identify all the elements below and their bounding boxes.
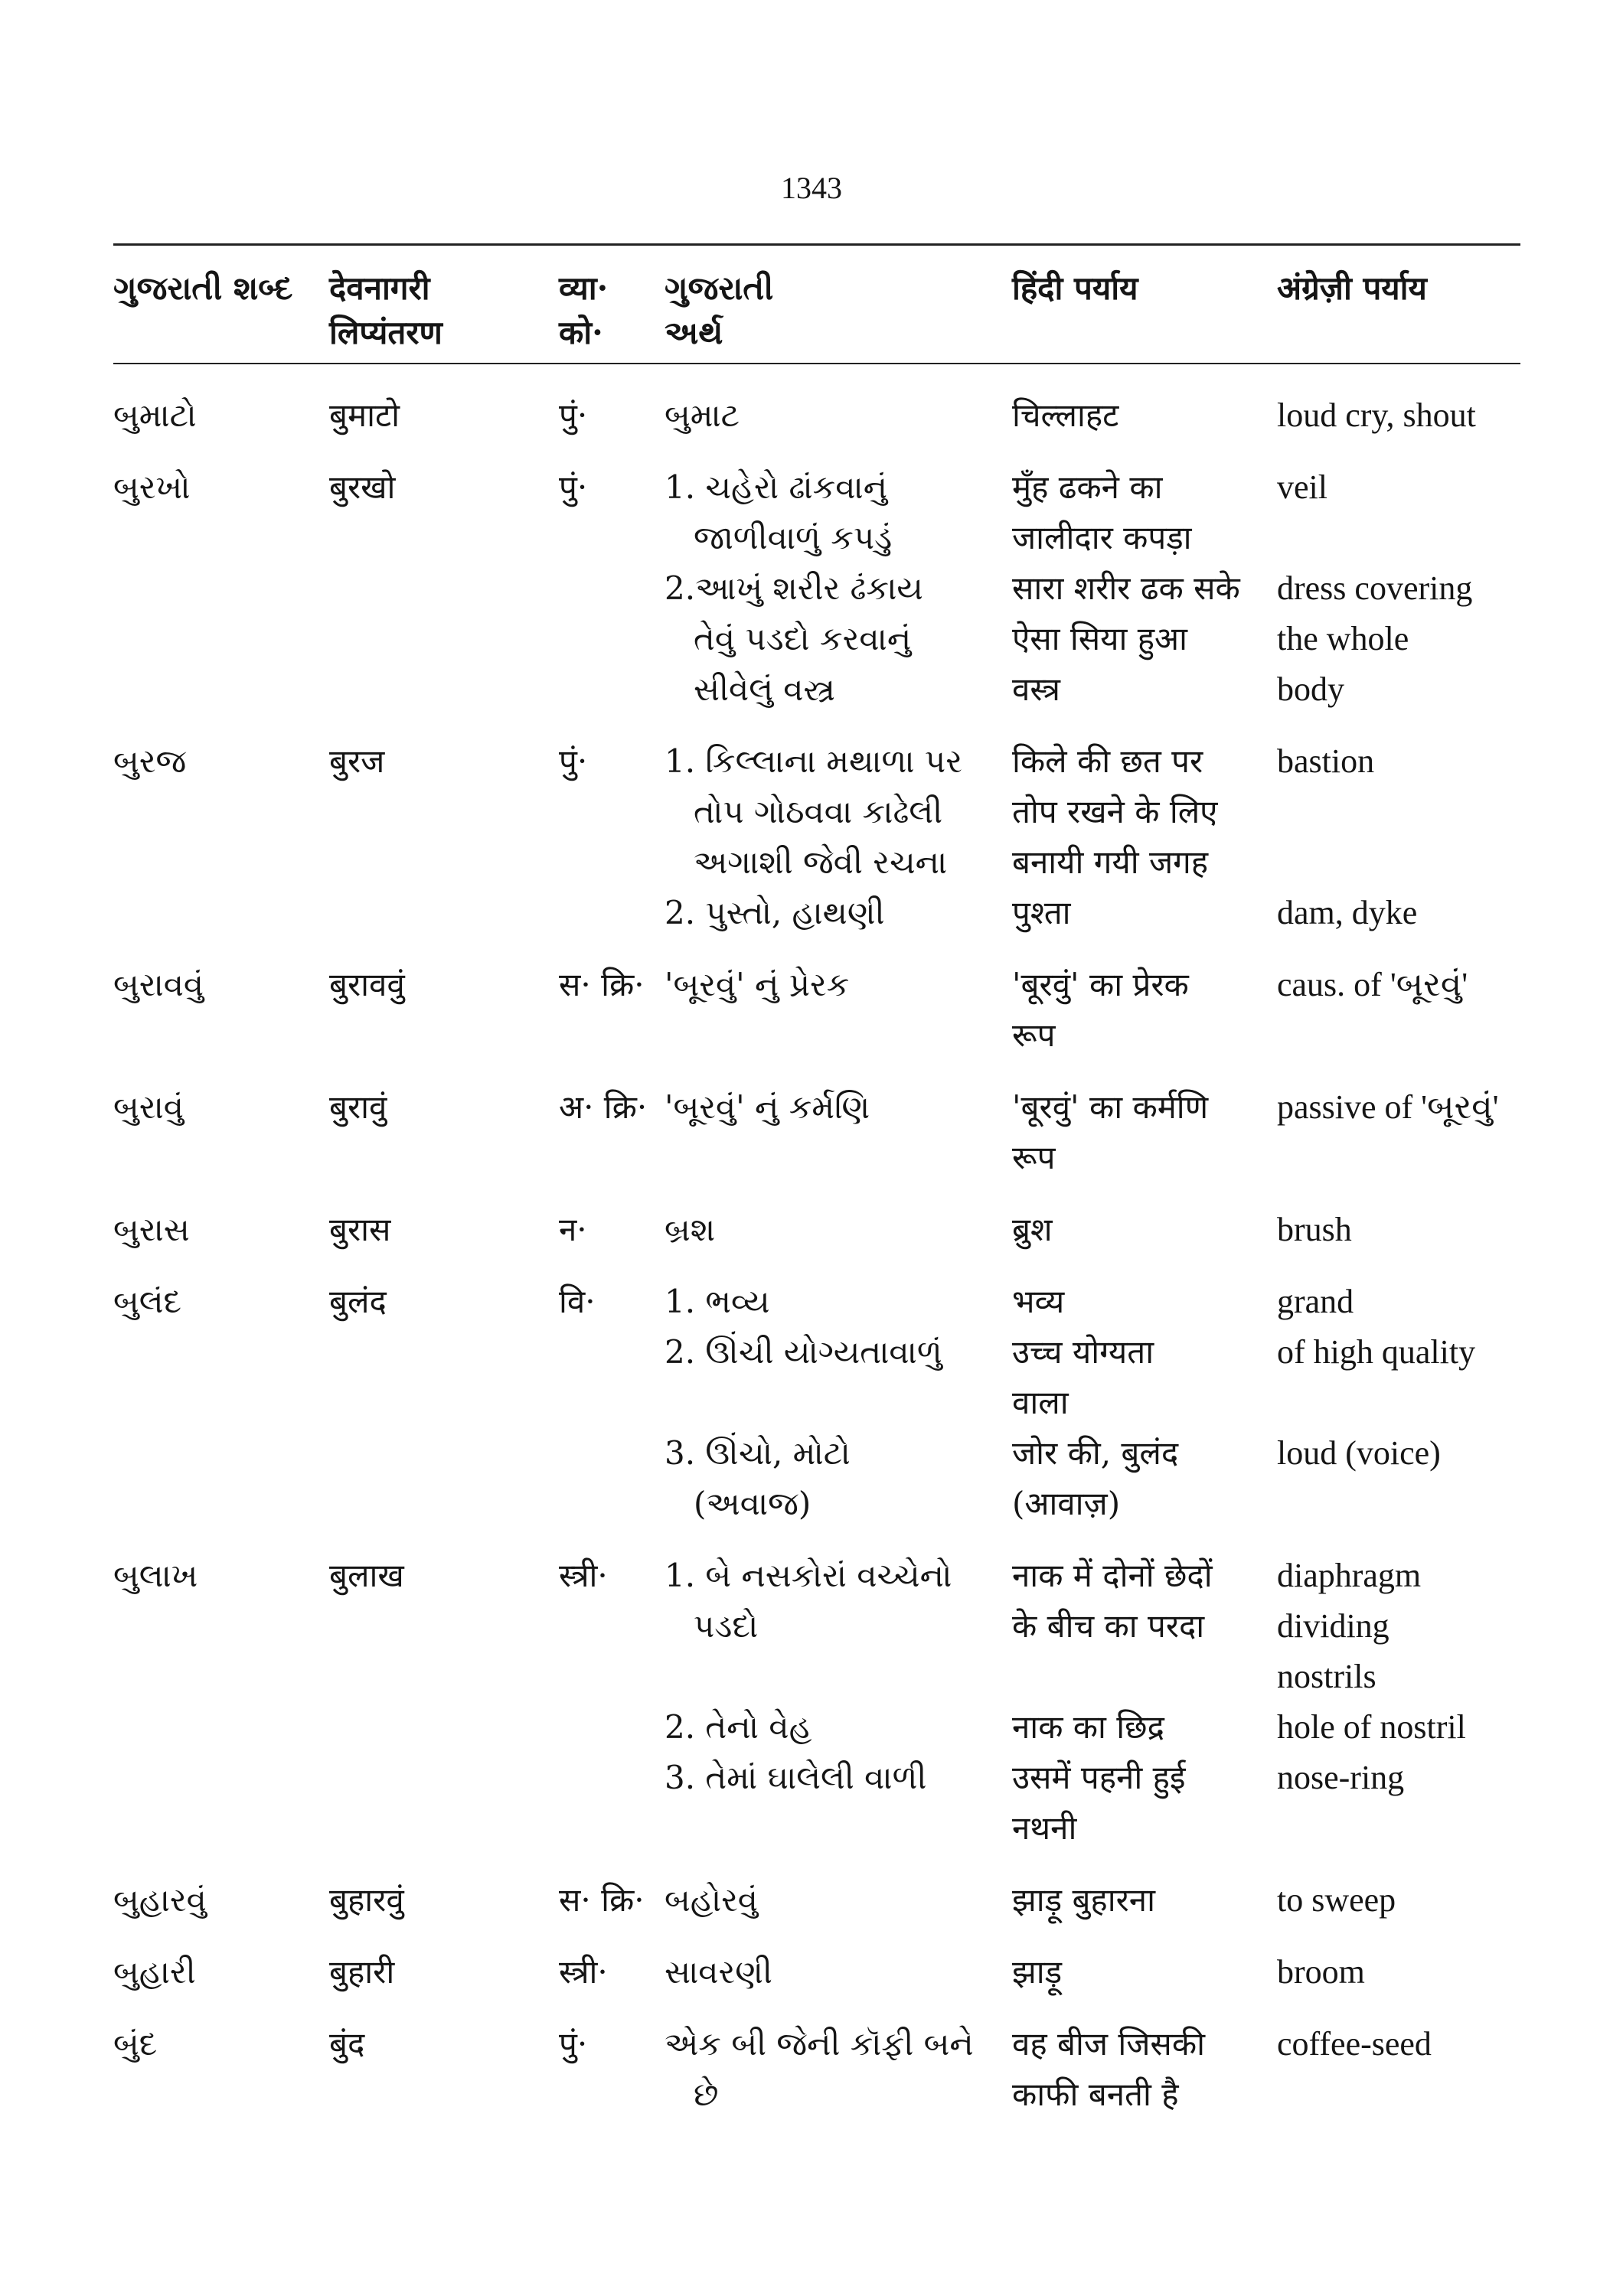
grammar-tag: न· [559, 1211, 587, 1248]
english-equivalent: nose-ring [1277, 1759, 1405, 1796]
hindi-equivalent: रूप [1012, 1139, 1056, 1176]
entry-row [0, 2019, 1623, 2120]
gujarati-word: બુંદ [113, 2025, 158, 2063]
english-equivalent: passive of 'બૂરવું' [1277, 1088, 1499, 1126]
english-equivalent: bastion [1277, 742, 1375, 780]
gujarati-meaning: અગાશી જેવી રચના [694, 843, 948, 881]
gujarati-meaning: સાવરણી [665, 1953, 772, 1991]
entry-row [0, 1947, 1623, 1998]
hindi-equivalent: रूप [1012, 1016, 1056, 1054]
gujarati-meaning: બુમાટ [665, 396, 740, 434]
hindi-equivalent: के बीच का परदा [1012, 1607, 1205, 1645]
header-gujarati-meaning: ગુજરાતી અર્થ [665, 269, 774, 351]
entry-row [0, 736, 1623, 938]
gujarati-word: બુરાસ [113, 1211, 190, 1248]
hindi-equivalent: नाक का छिद्र [1012, 1708, 1164, 1746]
hindi-equivalent: पुश्ता [1012, 894, 1071, 931]
hindi-equivalent: उसमें पहनी हुई [1012, 1759, 1186, 1796]
grammar-tag: स· क्रि· [559, 966, 645, 1003]
entry-row [0, 390, 1623, 441]
hindi-equivalent: बनायी गयी जगह [1012, 843, 1209, 881]
gujarati-meaning: પડદો [694, 1607, 759, 1645]
grammar-tag: पुं· [559, 468, 588, 506]
hindi-equivalent: तोप रखने के लिए [1012, 793, 1218, 830]
gujarati-meaning: 2.આખું શરીર ઢંકાય [665, 569, 923, 607]
hindi-equivalent: ब्रुश [1012, 1211, 1053, 1248]
gujarati-word: બુલંદ [113, 1283, 181, 1320]
grammar-tag: अ· क्रि· [559, 1088, 648, 1126]
gujarati-word: બુરખો [113, 468, 191, 506]
hindi-equivalent: नाक में दोनों छेदों [1012, 1557, 1213, 1594]
gujarati-meaning: બ્રશ [665, 1211, 716, 1248]
grammar-tag: स· क्रि· [559, 1881, 645, 1919]
devanagari-transliteration: बुलंद [329, 1283, 387, 1320]
gujarati-meaning: 3. ઊંચો, મોટો [665, 1434, 851, 1472]
english-equivalent: coffee-seed [1277, 2025, 1432, 2063]
devanagari-transliteration: बुरखो [329, 468, 396, 506]
gujarati-word: બુલાખ [113, 1557, 198, 1594]
english-equivalent: loud (voice) [1277, 1434, 1441, 1472]
hindi-equivalent: सारा शरीर ढक सके [1012, 569, 1240, 607]
devanagari-transliteration: बुराववुं [329, 966, 405, 1003]
gujarati-meaning: 'બૂરવું' નું પ્રેરક [665, 966, 850, 1003]
gujarati-meaning: 1. કિલ્લાના મથાળા પર [665, 742, 962, 780]
hindi-equivalent: काफी बनती है [1012, 2076, 1179, 2113]
gujarati-meaning: 2. પુસ્તો, હાથણી [665, 894, 885, 931]
devanagari-transliteration: बुरास [329, 1211, 391, 1248]
grammar-tag: स्त्री· [559, 1557, 608, 1594]
entry-row [0, 1551, 1623, 1854]
dictionary-entries [0, 390, 1623, 2141]
english-equivalent: loud cry, shout [1277, 396, 1476, 434]
gujarati-meaning: તેવું પડદો કરવાનું [694, 620, 912, 657]
gujarati-meaning: 2. ઊંચી યોગ્યતાવાળું [665, 1333, 942, 1371]
english-equivalent: brush [1277, 1211, 1352, 1248]
entry-row [0, 960, 1623, 1061]
english-equivalent: body [1277, 670, 1344, 708]
english-equivalent: to sweep [1277, 1881, 1396, 1919]
gujarati-meaning: 1. બે નસકોરાં વચ્ચેનો [665, 1557, 952, 1594]
english-equivalent: the whole [1277, 620, 1409, 657]
grammar-tag: पुं· [559, 396, 588, 434]
gujarati-meaning: એક બી જેની કૉફી બને [665, 2025, 974, 2063]
english-equivalent: hole of nostril [1277, 1708, 1466, 1746]
hindi-equivalent: मुँह ढकने का [1012, 468, 1163, 506]
hindi-equivalent: 'बूरवुं' का प्रेरक [1012, 966, 1189, 1003]
english-equivalent: dividing [1277, 1607, 1390, 1645]
hindi-equivalent: उच्च योग्यता [1012, 1333, 1154, 1371]
gujarati-meaning: જાળીવાળું કપડું [694, 519, 893, 556]
english-equivalent: diaphragm [1277, 1557, 1422, 1594]
entry-row [0, 462, 1623, 715]
devanagari-transliteration: बुरावुं [329, 1088, 387, 1126]
grammar-tag: पुं· [559, 742, 588, 780]
gujarati-word: બુમાટો [113, 396, 197, 434]
entry-row [0, 1875, 1623, 1926]
page-number: 1343 [781, 171, 842, 205]
grammar-tag: स्त्री· [559, 1953, 608, 1991]
header-grammar: व्या· को· [559, 269, 609, 351]
devanagari-transliteration: बुलाख [329, 1557, 404, 1594]
english-equivalent: nostrils [1277, 1658, 1376, 1695]
hindi-equivalent: चिल्लाहट [1012, 396, 1119, 434]
hindi-equivalent: 'बूरवुं' का कर्मणि [1012, 1088, 1209, 1126]
gujarati-word: બુરજ [113, 742, 187, 780]
gujarati-meaning: સીવેલું વસ્ત્ર [694, 670, 835, 708]
hindi-equivalent: वह बीज जिसकी [1012, 2025, 1205, 2063]
hindi-equivalent: झाड़ू बुहारना [1012, 1881, 1155, 1919]
english-equivalent: dress covering [1277, 569, 1473, 607]
gujarati-word: બુરાવું [113, 1088, 184, 1126]
gujarati-meaning: 'બૂરવું' નું કર્મણિ [665, 1088, 870, 1126]
header-bottom-rule [113, 363, 1520, 364]
hindi-equivalent: जोर की, बुलंद [1012, 1434, 1179, 1472]
header-devanagari: देवनागरी लिप्यंतरण [329, 269, 442, 351]
hindi-equivalent: नथनी [1012, 1809, 1077, 1847]
entry-row [0, 1277, 1623, 1529]
entry-row [0, 1082, 1623, 1183]
header-hindi: हिंदी पर्याय [1012, 269, 1138, 307]
hindi-equivalent: ऐसा सिया हुआ [1012, 620, 1187, 657]
hindi-equivalent: झाड़ू [1012, 1953, 1063, 1991]
hindi-equivalent: जालीदार कपड़ा [1012, 519, 1192, 556]
gujarati-meaning: 2. તેનો વેહ [665, 1708, 812, 1746]
grammar-tag: वि· [559, 1283, 596, 1320]
hindi-equivalent: वस्त्र [1012, 670, 1060, 708]
header-gujarati-word: ગુજરાતી શબ્દ [113, 269, 293, 307]
hindi-equivalent: (आवाज़) [1012, 1485, 1121, 1522]
entry-row [0, 1205, 1623, 1255]
english-equivalent: broom [1277, 1953, 1365, 1991]
gujarati-meaning: 3. તેમાં ઘાલેલી વાળી [665, 1759, 927, 1796]
gujarati-word: બુરાવવું [113, 966, 204, 1003]
devanagari-transliteration: बुंद [329, 2025, 365, 2063]
hindi-equivalent: किले की छत पर [1012, 742, 1203, 780]
english-equivalent: dam, dyke [1277, 894, 1418, 931]
english-equivalent: of high quality [1277, 1333, 1476, 1371]
devanagari-transliteration: बुरज [329, 742, 385, 780]
gujarati-meaning: 1. ભવ્ય [665, 1283, 770, 1320]
header-english: अंग्रेज़ी पर्याय [1277, 269, 1427, 307]
hindi-equivalent: भव्य [1012, 1283, 1065, 1320]
devanagari-transliteration: बुहारवुं [329, 1881, 404, 1919]
hindi-equivalent: वाला [1012, 1384, 1069, 1421]
english-equivalent: veil [1277, 468, 1327, 506]
devanagari-transliteration: बुहारी [329, 1953, 395, 1991]
english-equivalent: grand [1277, 1283, 1354, 1320]
english-equivalent: caus. of 'બૂરવું' [1277, 966, 1468, 1003]
gujarati-meaning: તોપ ગોઠવવા કાઢેલી [694, 793, 943, 830]
devanagari-transliteration: बुमाटो [329, 396, 400, 434]
gujarati-word: બુહારી [113, 1953, 196, 1991]
gujarati-meaning: છે [694, 2076, 719, 2113]
gujarati-meaning: બહોરવું [665, 1881, 758, 1919]
gujarati-word: બુહારવું [113, 1881, 207, 1919]
gujarati-meaning: (અવાજ) [694, 1485, 812, 1522]
grammar-tag: पुं· [559, 2025, 588, 2063]
gujarati-meaning: 1. ચહેરો ઢાંકવાનું [665, 468, 888, 506]
header-top-rule [113, 243, 1520, 246]
